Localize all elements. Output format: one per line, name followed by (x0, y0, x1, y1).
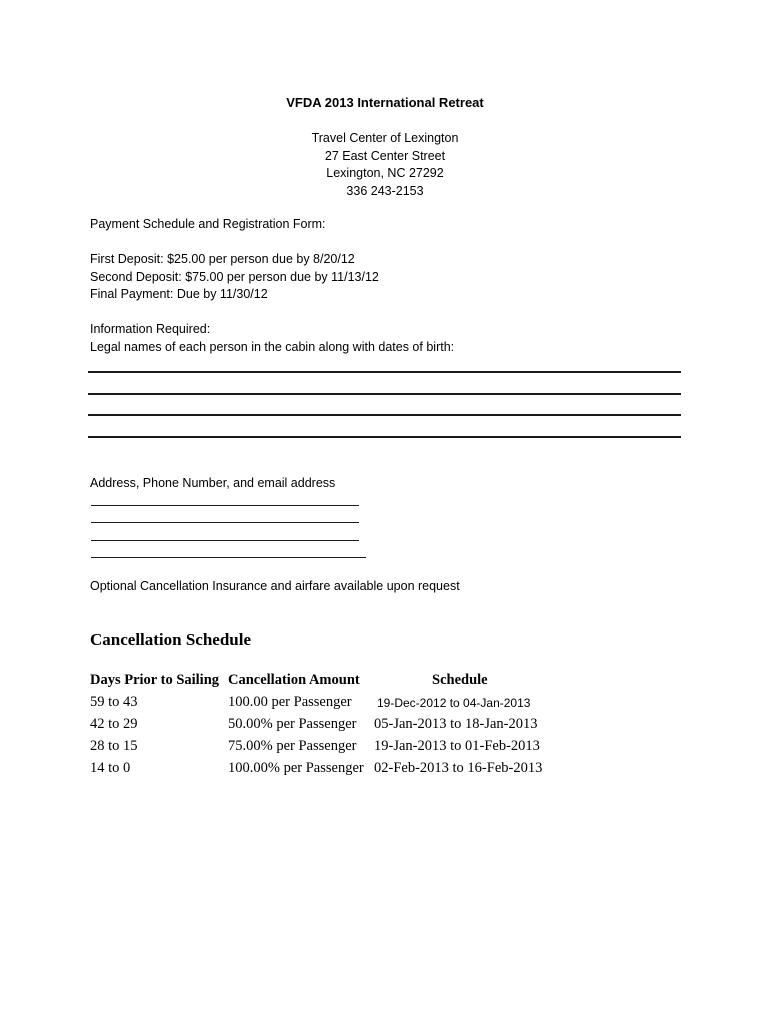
amount-cell: 75.00% per Passenger (228, 738, 357, 754)
form-title: Payment Schedule and Registration Form: (90, 217, 326, 231)
optional-insurance-note: Optional Cancellation Insurance and airfare available upon request (90, 579, 460, 593)
address-line-1[interactable] (91, 505, 359, 506)
agency-street: 27 East Center Street (324, 148, 446, 163)
address-line-3[interactable] (91, 540, 359, 541)
legal-names-line-1[interactable] (88, 371, 681, 373)
legal-names-line-2[interactable] (88, 393, 681, 395)
column-schedule-header: Schedule (432, 672, 488, 688)
legal-names-line-3[interactable] (88, 414, 681, 416)
agency-phone: 336 243-2153 (346, 183, 424, 198)
document-title: VFDA 2013 International Retreat (286, 95, 484, 110)
schedule-cell: 19-Dec-2012 to 04-Jan-2013 (377, 696, 531, 710)
days-cell: 42 to 29 (90, 716, 138, 732)
legal-names-label: Legal names of each person in the cabin along with dates of birth: (90, 339, 455, 354)
information-required (90, 321, 454, 356)
schedule-cell: 02-Feb-2013 to 16-Feb-2013 (374, 760, 543, 776)
agency-address-block (0, 130, 770, 200)
days-cell: 14 to 0 (90, 760, 131, 776)
final-payment: Final Payment: Due by 11/30/12 (90, 287, 268, 301)
address-line-2[interactable] (91, 522, 359, 523)
legal-names-line-4[interactable] (88, 436, 681, 438)
cancellation-heading: Cancellation Schedule (90, 630, 252, 649)
amount-cell: 50.00% per Passenger (228, 716, 357, 732)
days-cell: 59 to 43 (90, 694, 138, 710)
address-line-4[interactable] (91, 557, 366, 558)
table-row (90, 760, 770, 782)
information-heading: Information Required: (90, 322, 211, 336)
first-deposit: First Deposit: $25.00 per person due by 8/20/12 (90, 252, 355, 266)
agency-name: Travel Center of Lexington (311, 131, 459, 145)
schedule-cell: 05-Jan-2013 to 18-Jan-2013 (374, 716, 538, 732)
agency-city: Lexington, NC 27292 (326, 166, 444, 180)
table-row (90, 716, 770, 738)
cancellation-table-header (90, 672, 770, 694)
days-cell: 28 to 15 (90, 738, 138, 754)
column-amount-header: Cancellation Amount (228, 672, 360, 688)
amount-cell: 100.00% per Passenger (228, 760, 364, 776)
amount-cell: 100.00 per Passenger (228, 694, 352, 710)
address-label: Address, Phone Number, and email address (90, 476, 336, 490)
column-days-header: Days Prior to Sailing (90, 672, 220, 688)
table-row (90, 738, 770, 760)
table-row (90, 694, 770, 716)
schedule-cell: 19-Jan-2013 to 01-Feb-2013 (374, 738, 540, 754)
payment-schedule (90, 251, 379, 304)
second-deposit: Second Deposit: $75.00 per person due by 11/13/12 (90, 269, 379, 284)
